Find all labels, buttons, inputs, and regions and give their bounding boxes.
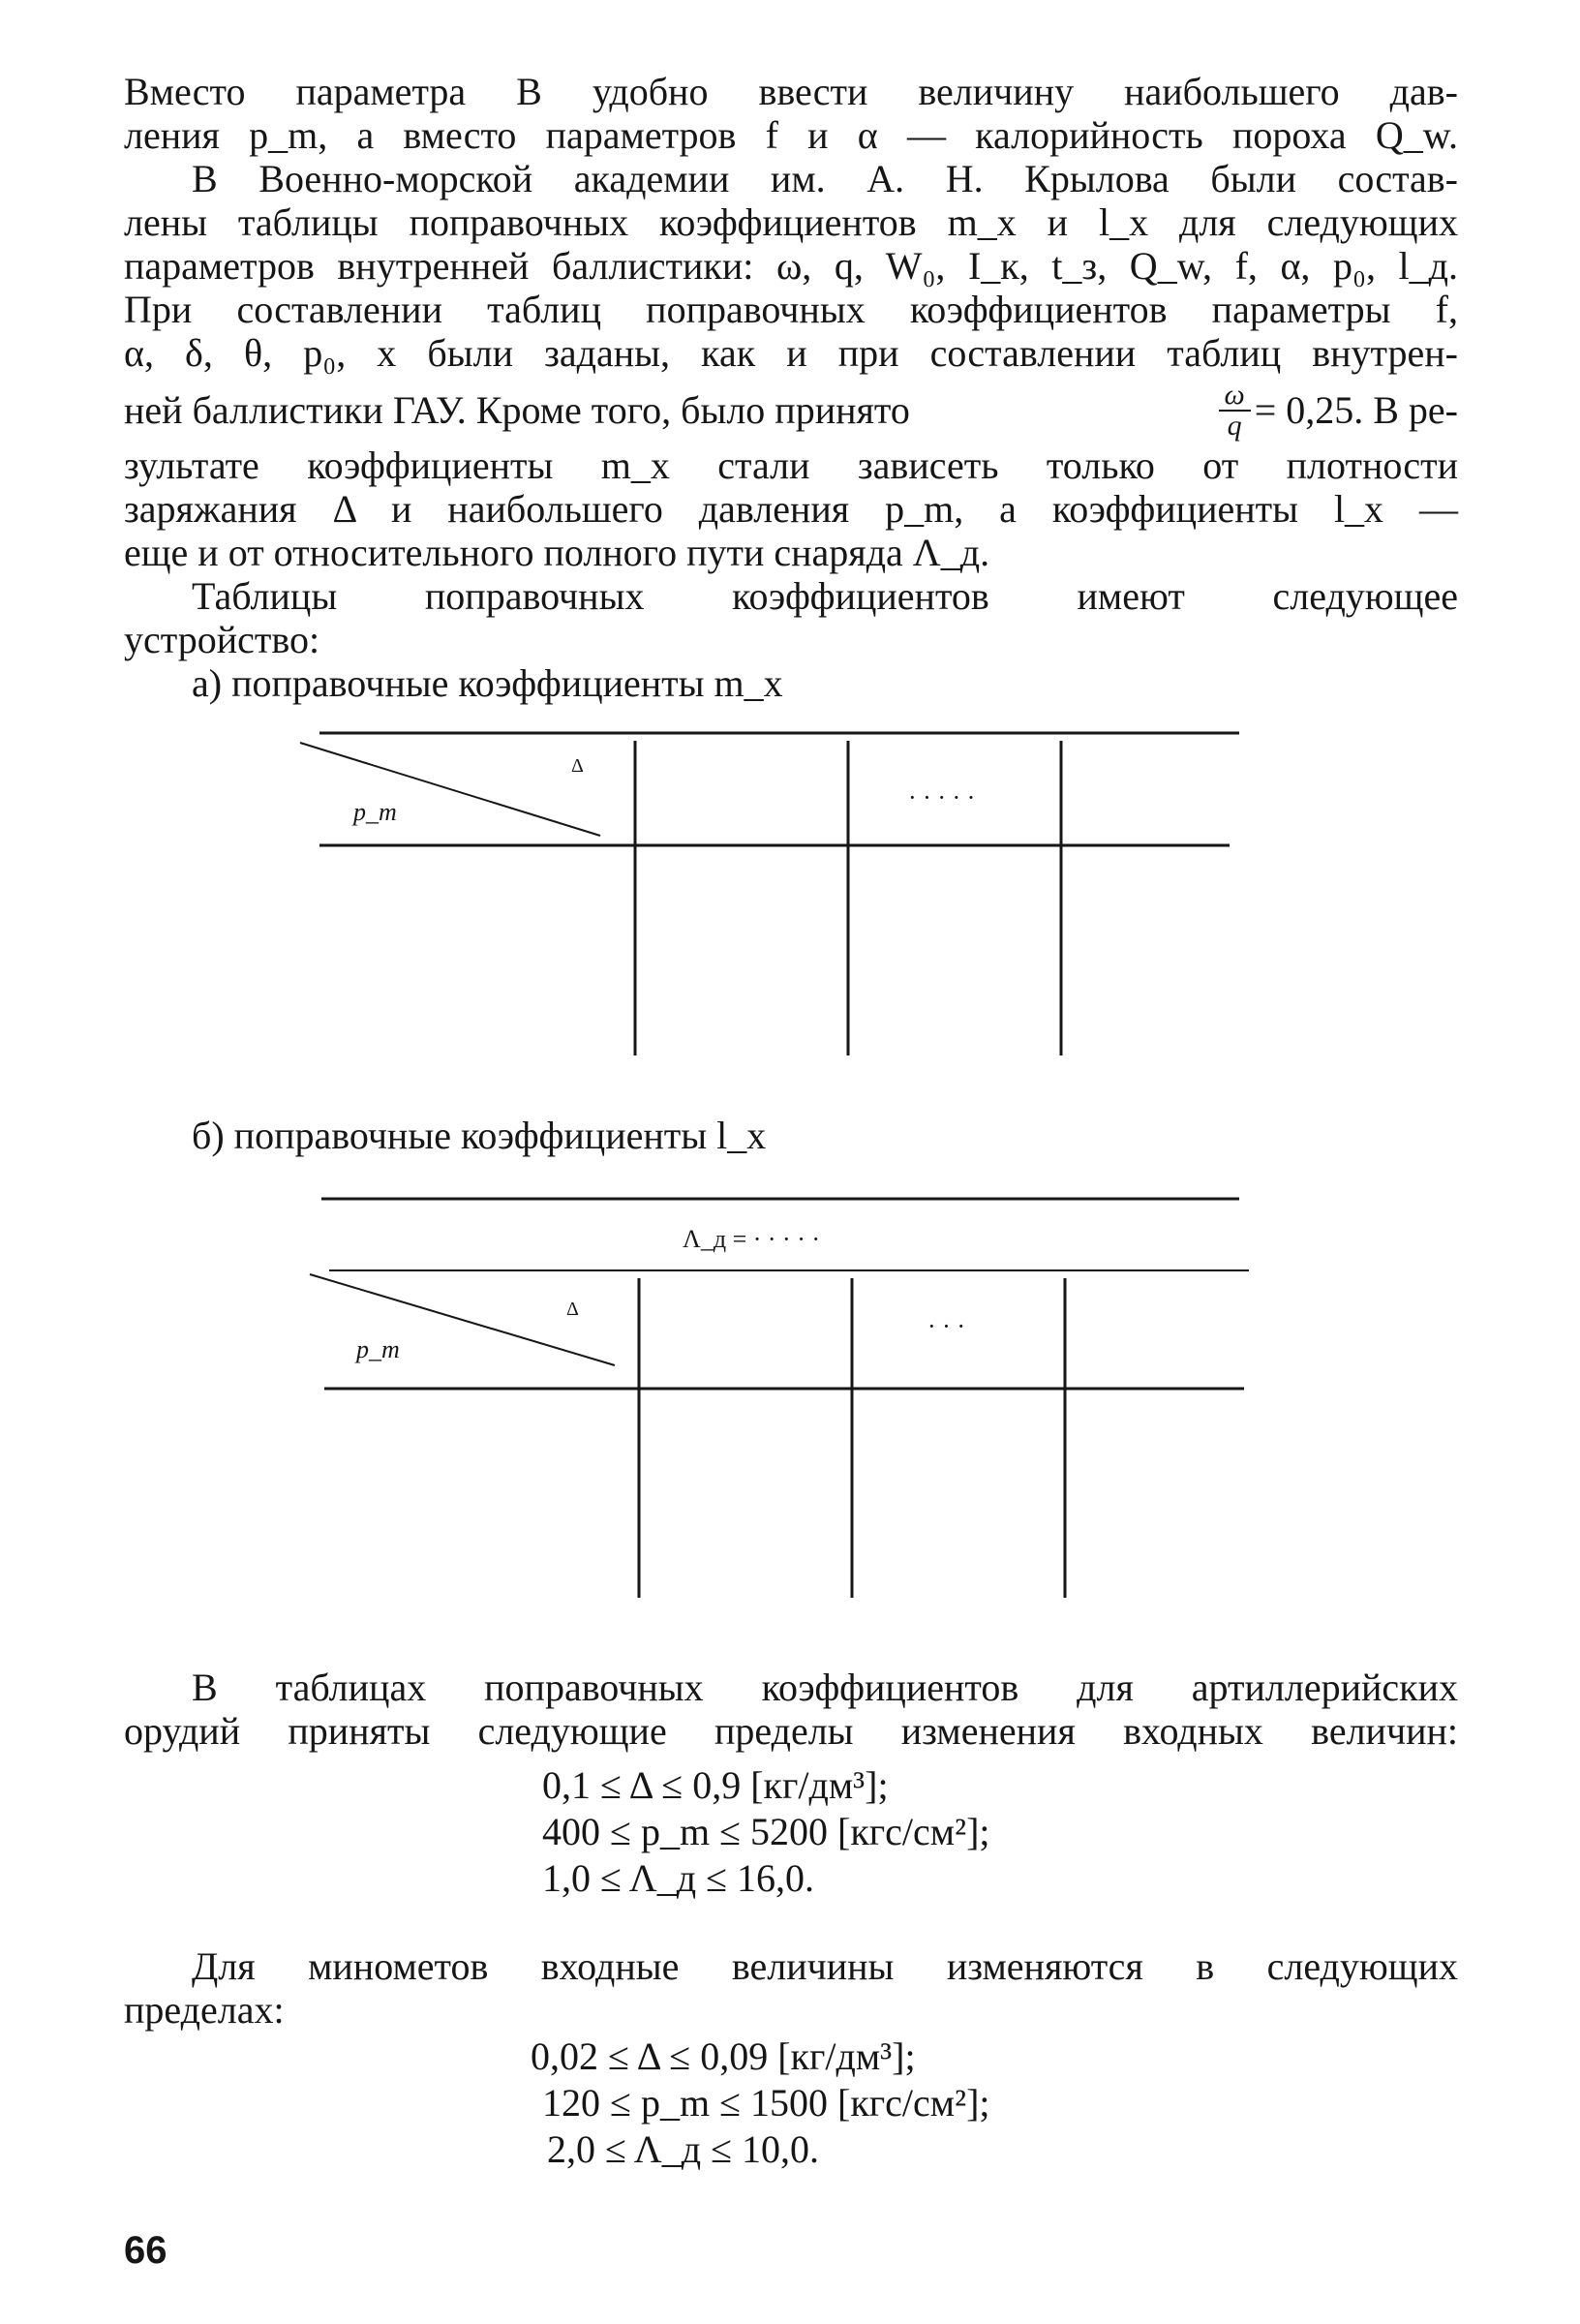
- limit-density-mortar: 0,02 ≤ Δ ≤ 0,09 [кг/дм³];: [531, 2034, 916, 2078]
- table-a-dots: · · · · ·: [908, 783, 976, 811]
- paragraph-1-line-2: ления p_m, а вместо параметров f и α — калорийность пороха Q_w.: [124, 113, 1458, 157]
- table-b-delta-label: Δ: [566, 1299, 579, 1320]
- paragraph-2-line-6: [124, 381, 1458, 441]
- table-a-delta-label: Δ: [571, 755, 584, 777]
- paragraph-2-line-9: еще и от относительного полного пути снаряда Λ_д.: [124, 531, 990, 574]
- paragraph-3-line-1: Таблицы поправочных коэффициентов имеют следующее: [192, 574, 1458, 618]
- paragraph-2-line-1: В Военно-морской академии им. А. Н. Крылова были состав-: [192, 157, 1458, 200]
- paragraph-2-line-5: α, δ, θ, p₀, x были заданы, как и при составлении таблиц внутрен-: [124, 331, 1458, 375]
- paragraph-2-line-4: При составлении таблиц поправочных коэффициентов параметры f,: [124, 288, 1458, 331]
- paragraph-2-line-8: заряжания Δ и наибольшего давления p_m, а коэффициенты l_x —: [124, 487, 1458, 531]
- paragraph-3: [124, 574, 1458, 661]
- limit-density-artillery: 0,1 ≤ Δ ≤ 0,9 [кг/дм³];: [542, 1763, 889, 1807]
- paragraph-5-line-1: Для минометов входные величины изменяются в следующих: [192, 1944, 1458, 1988]
- paragraph-2: [124, 157, 1458, 375]
- table-a-caption: а) поправочные коэффициенты m_x: [192, 661, 783, 705]
- table-b-diagram: [290, 1172, 1259, 1607]
- paragraph-2-line-6-start: ней баллистики ГАУ. Кроме того, было принято: [124, 388, 910, 432]
- paragraph-2-line-2: лены таблицы поправочных коэффициентов m_x и l_x для следующих: [124, 200, 1458, 244]
- paragraph-2-line-7: зультате коэффициенты m_x стали зависеть только от плотности: [124, 443, 1458, 487]
- table-b-caption: б) поправочные коэффициенты l_x: [192, 1114, 767, 1157]
- table-b-pm-label: p_m: [356, 1335, 400, 1363]
- table-b-dots: · · ·: [927, 1312, 965, 1340]
- table-a-pm-label: p_m: [353, 798, 397, 826]
- fraction-numerator: ω: [1219, 381, 1251, 412]
- limit-path-mortar: 2,0 ≤ Λ_д ≤ 10,0.: [547, 2127, 820, 2171]
- paragraph-2-line-3: параметров внутренней баллистики: ω, q, W₀, I_к, t_з, Q_w, f, α, p₀, l_д.: [124, 244, 1458, 288]
- omega-over-q-fraction: [1219, 381, 1251, 441]
- table-a-diagram: [290, 721, 1259, 1070]
- paragraph-2-line-6-end: = 0,25. В ре-: [1254, 388, 1458, 432]
- paragraph-5: [124, 1944, 1458, 2032]
- paragraph-3-line-2: устройство:: [124, 618, 320, 661]
- limit-pressure-mortar: 120 ≤ p_m ≤ 1500 [кгс/см²];: [542, 2081, 990, 2125]
- paragraph-4-line-1: В таблицах поправочных коэффициентов для артиллерийских: [192, 1666, 1458, 1709]
- table-b-header: Λ_д = · · · · ·: [683, 1225, 821, 1253]
- paragraph-4-line-2: орудий приняты следующие пределы изменения входных величин:: [124, 1709, 1458, 1753]
- fraction-denominator: q: [1227, 410, 1242, 442]
- limit-pressure-artillery: 400 ≤ p_m ≤ 5200 [кгс/см²];: [542, 1810, 990, 1853]
- paragraph-1: [124, 70, 1458, 157]
- paragraph-1-line-1: Вместо параметра B удобно ввести величину наибольшего дав-: [124, 70, 1458, 113]
- limit-path-artillery: 1,0 ≤ Λ_д ≤ 16,0.: [542, 1856, 815, 1900]
- page-number: 66: [124, 2229, 167, 2272]
- paragraph-4: [124, 1666, 1458, 1753]
- paragraph-2-continued: [124, 443, 1458, 574]
- paragraph-5-line-2: пределах:: [124, 1988, 285, 2032]
